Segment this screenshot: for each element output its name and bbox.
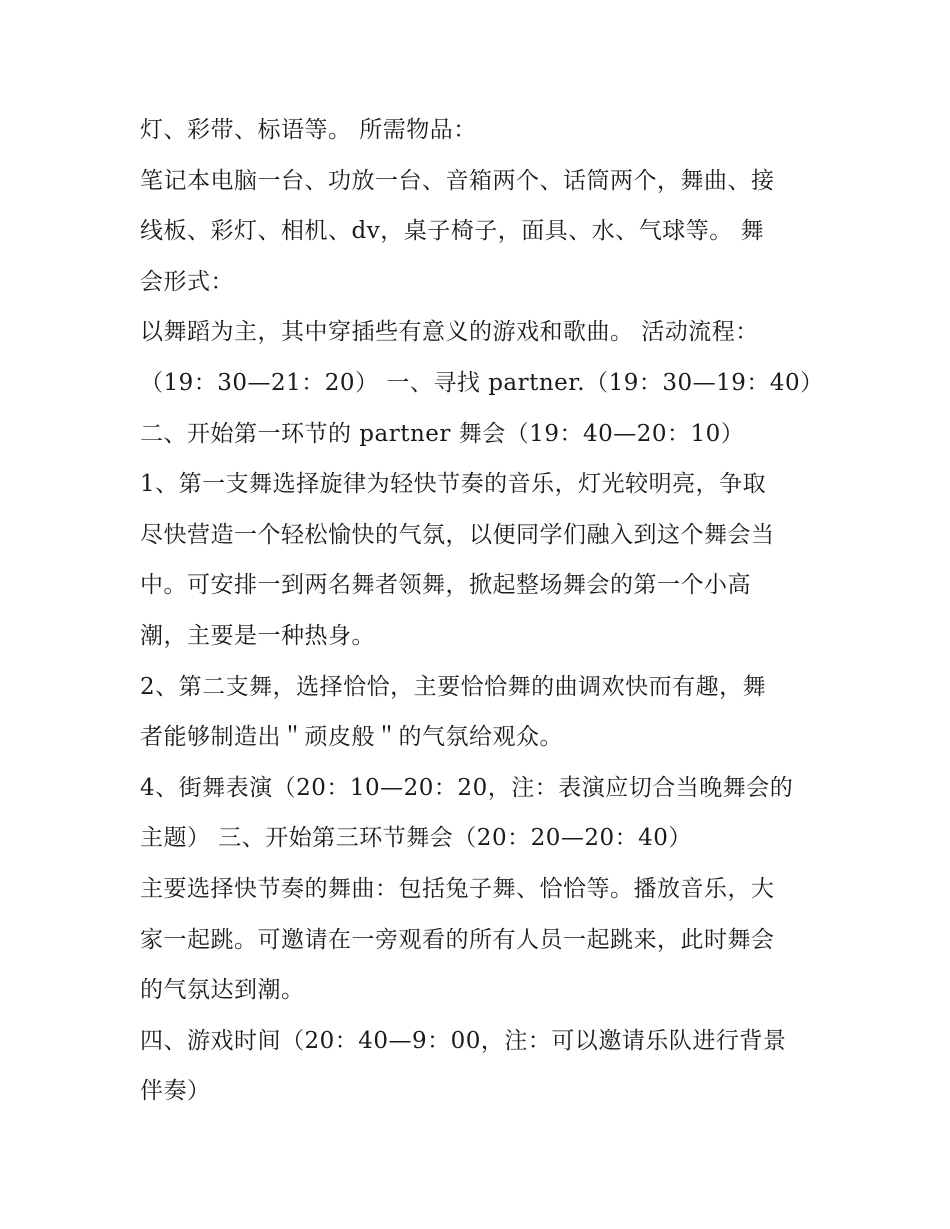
document-body [140,105,824,1117]
text-line: 的气氛达到潮。 [140,977,305,1004]
text-line: 以舞蹈为主，其中穿插些有意义的游戏和歌曲。 活动流程： [140,319,759,346]
text-line: 家一起跳。可邀请在一旁观看的所有人员一起跳来，此时舞会 [140,926,775,953]
text-line: 4、街舞表演（20：10—20：20，注：表演应切合当晚舞会的 [140,774,794,801]
text-line: 尽快营造一个轻松愉快的气氛，以便同学们融入到这个舞会当 [140,521,775,548]
text-line: 2、第二支舞，选择恰恰，主要恰恰舞的曲调欢快而有趣，舞 [140,673,767,700]
text-line: 四、游戏时间（20：40—9：00，注：可以邀请乐队进行背景 [140,1027,787,1054]
text-line: （19：30—21：20） 一、寻找 partner.（19：30—19：40） [140,369,824,396]
text-line: 中。可安排一到两名舞者领舞，掀起整场舞会的第一个小高 [140,572,751,599]
text-line: 伴奏） [140,1078,211,1105]
text-line: 会形式： [140,268,234,295]
text-line: 1、第一支舞选择旋律为轻快节奏的音乐，灯光较明亮，争取 [140,471,767,498]
text-line: 二、开始第一环节的 partner 舞会（19：40—20：10） [140,420,745,447]
text-line: 潮，主要是一种热身。 [140,622,375,649]
text-line: 者能够制造出＂顽皮般＂的气氛给观众。 [140,724,563,751]
text-line: 笔记本电脑一台、功放一台、音箱两个、话筒两个，舞曲、接 [140,167,775,194]
text-line: 线板、彩灯、相机、dv，桌子椅子，面具、水、气球等。 舞 [140,218,765,245]
text-line: 主要选择快节奏的舞曲：包括兔子舞、恰恰等。播放音乐，大 [140,875,775,902]
text-line: 主题） 三、开始第三环节舞会（20：20—20：40） [140,825,692,852]
text-line: 灯、彩带、标语等。 所需物品： [140,117,477,143]
